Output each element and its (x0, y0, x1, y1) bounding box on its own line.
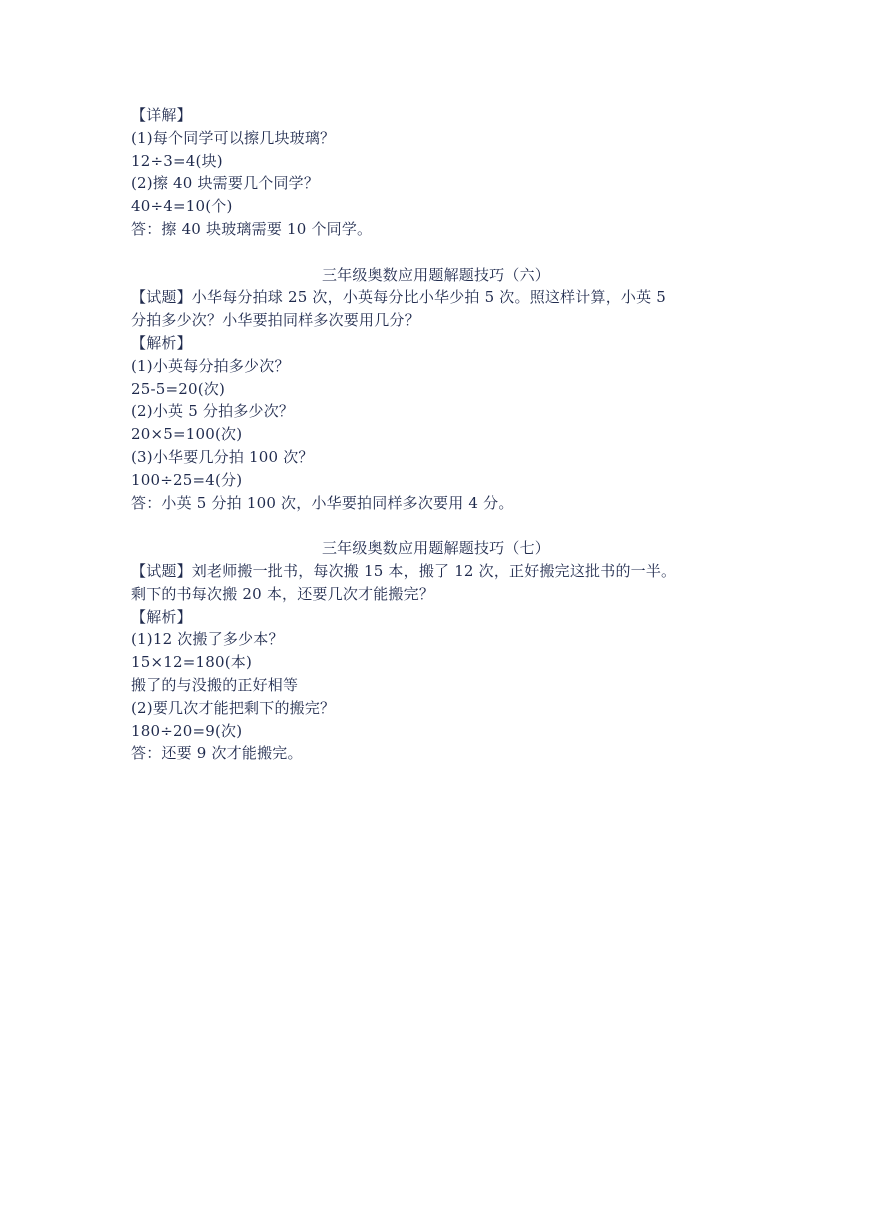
tip-six-section (131, 264, 741, 515)
tip-six-title: 三年级奥数应用题解题技巧（六） (321, 265, 550, 284)
tip-seven-section (131, 537, 741, 765)
tip-seven-line-2: 15×12=180(本) (131, 653, 253, 672)
tip-six-question-line-2: 分拍多少次？小华要拍同样多次要用几分？ (131, 311, 420, 330)
section-spacer (131, 241, 741, 264)
tip-seven-question-line-2: 剩下的书每次搬 20 本，还要几次才能搬完？ (131, 584, 435, 603)
detail-line-4: 40÷4=10(个) (131, 197, 233, 216)
tip-six-question-line-1: 【试题】小华每分拍球 25 次，小英每分比小华少拍 5 次。照这样计算，小英 5 (131, 288, 667, 307)
tip-six-line-2: 25-5=20(次) (131, 379, 226, 398)
detail-section (131, 104, 741, 241)
tip-six-analysis-heading: 【解析】 (131, 333, 192, 352)
tip-seven-line-5: 180÷20=9(次) (131, 721, 243, 740)
detail-line-1: (1)每个同学可以擦几块玻璃？ (131, 128, 336, 147)
tip-six-line-1: (1)小英每分拍多少次？ (131, 356, 290, 375)
detail-line-3: (2)擦 40 块需要几个同学？ (131, 174, 320, 193)
detail-answer: 答：擦 40 块玻璃需要 10 个同学。 (131, 219, 373, 238)
section-spacer (131, 514, 741, 537)
tip-six-line-6: 100÷25=4(分) (131, 470, 243, 489)
tip-seven-title: 三年级奥数应用题解题技巧（七） (321, 539, 550, 558)
detail-heading: 【详解】 (131, 106, 192, 124)
tip-seven-line-4: (2)要几次才能把剩下的搬完？ (131, 698, 336, 717)
tip-seven-analysis-heading: 【解析】 (131, 607, 192, 626)
document-page (131, 104, 741, 765)
tip-six-line-5: (3)小华要几分拍 100 次？ (131, 447, 314, 466)
tip-six-answer: 答：小英 5 分拍 100 次，小华要拍同样多次要用 4 分。 (131, 493, 514, 512)
tip-seven-line-1: (1)12 次搬了多少本？ (131, 630, 284, 649)
tip-seven-answer: 答：还要 9 次才能搬完。 (131, 744, 303, 763)
detail-line-2: 12÷3=4(块) (131, 151, 223, 170)
tip-seven-question-line-1: 【试题】刘老师搬一批书，每次搬 15 本，搬了 12 次，正好搬完这批书的一半。 (131, 561, 677, 580)
tip-six-line-4: 20×5=100(次) (131, 425, 243, 444)
tip-seven-line-3: 搬了的与没搬的正好相等 (131, 675, 299, 694)
tip-six-line-3: (2)小英 5 分拍多少次？ (131, 402, 295, 421)
